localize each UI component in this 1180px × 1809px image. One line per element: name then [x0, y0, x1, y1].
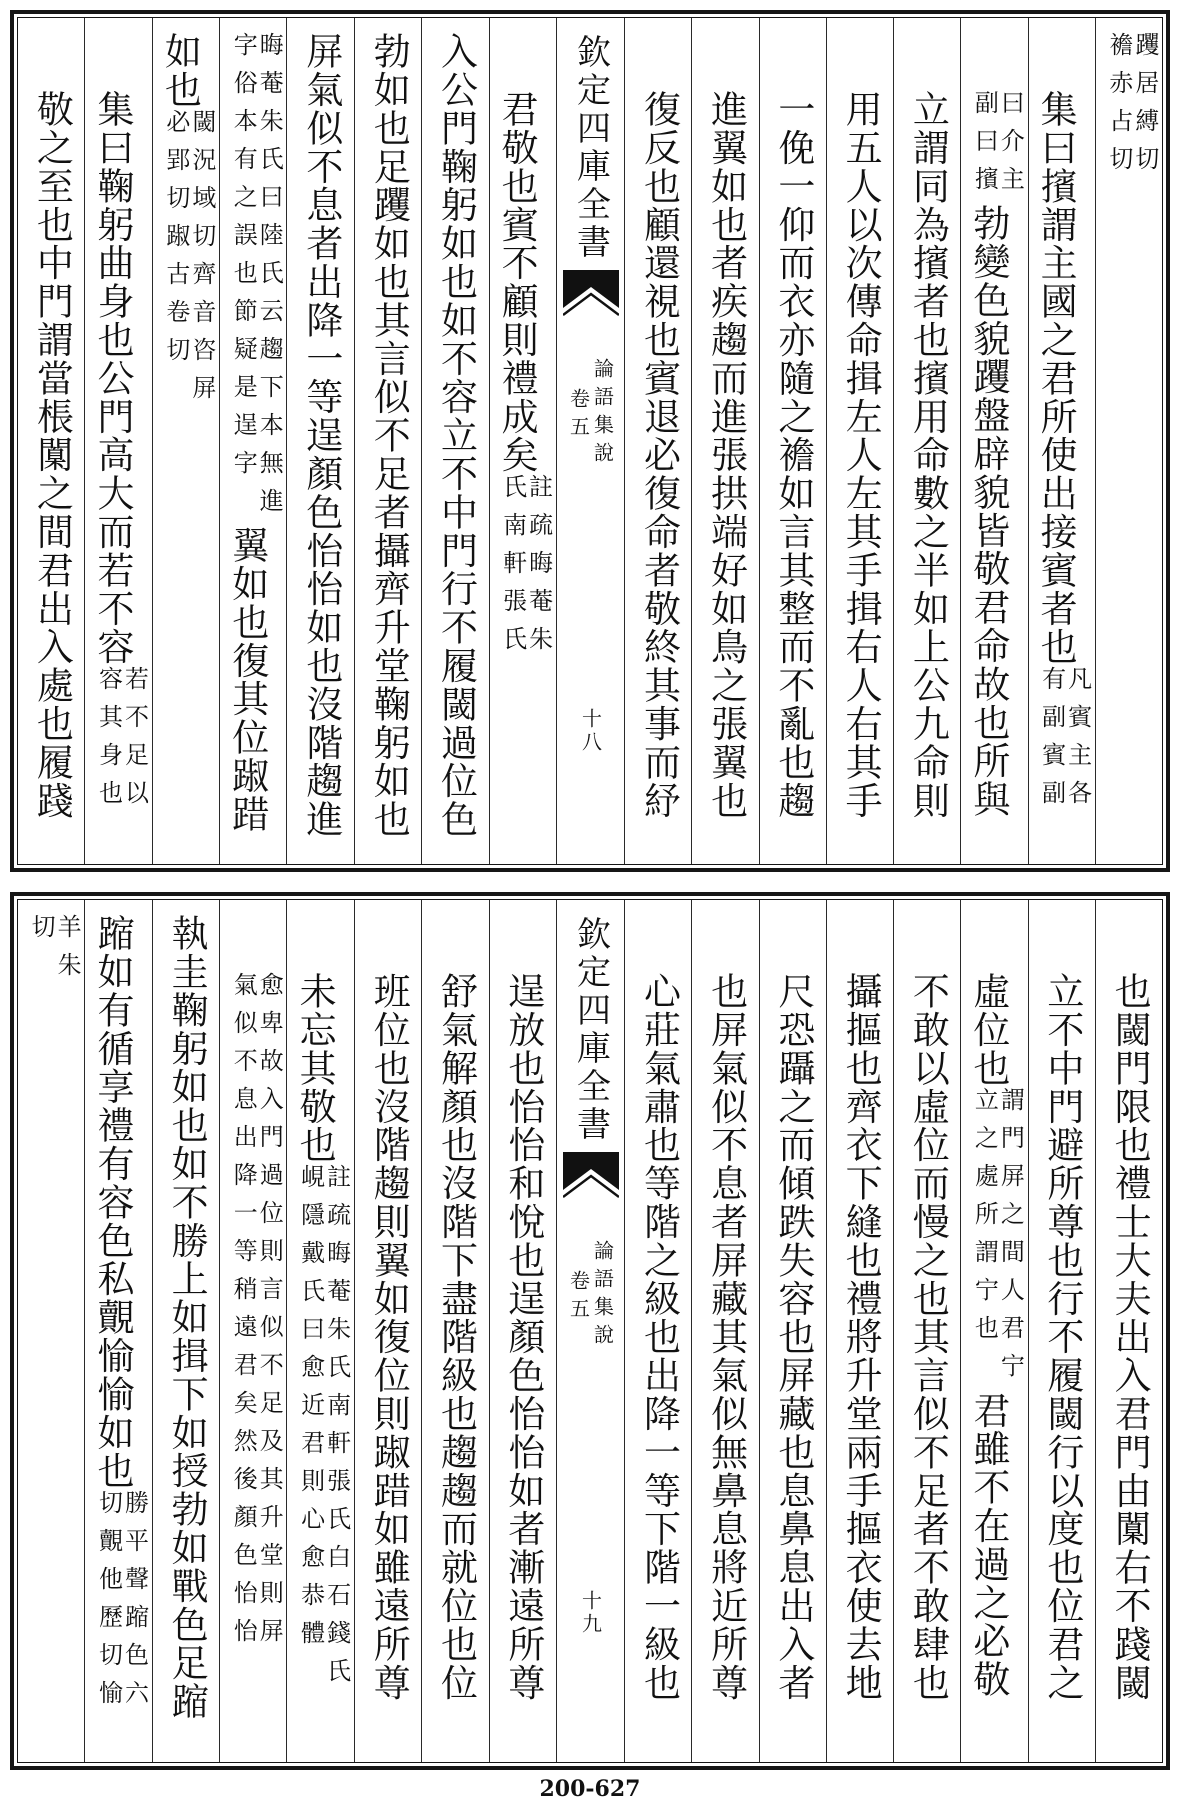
- interlinear-note: [971, 1087, 1023, 1391]
- note-line: 謂門屏之間人君宁: [996, 1087, 1025, 1392]
- text-column: [84, 900, 151, 1762]
- interlinear-note: [163, 109, 215, 413]
- column-text: [298, 32, 342, 838]
- column-text: [22, 914, 80, 990]
- note-line: 氣似不息出降一等稍遠君矣然後顏色怡怡: [229, 972, 258, 1656]
- book-title: 論語集說: [590, 1240, 615, 1352]
- left-half-leaf: [18, 900, 556, 1762]
- main-text: 執圭鞠躬如也如不勝上如揖下如授勃如戰色足蹜: [165, 914, 209, 1721]
- note-line: 曰介主: [996, 90, 1025, 204]
- column-text: [965, 972, 1023, 1698]
- interlinear-note: [96, 1490, 148, 1718]
- column-text: [1033, 90, 1091, 818]
- note-line: 凡賓主各: [1063, 666, 1092, 818]
- text-column: [286, 18, 353, 864]
- column-text: [1039, 972, 1083, 1702]
- column-text: [965, 90, 1023, 818]
- note-line: 容其身也: [94, 666, 123, 818]
- text-column: [354, 18, 421, 864]
- note-line: 峴隱戴氏曰愈近君則心愈恭體: [296, 1164, 325, 1658]
- right-half-leaf: [624, 18, 1162, 864]
- center-title: 欽定四庫全書: [570, 916, 611, 1144]
- text-column: [152, 900, 219, 1762]
- text-column: [960, 18, 1027, 864]
- page-footer-number: 200-627: [539, 1776, 641, 1802]
- main-text: 攝摳也齊衣下縫也禮將升堂兩手摳衣使去地: [839, 972, 883, 1702]
- main-text: 翼如也復其位踧踖: [225, 526, 269, 834]
- note-line: 羊朱: [53, 914, 82, 990]
- fishtail-mark: [563, 1152, 619, 1198]
- column-text: [838, 90, 882, 820]
- text-column: [691, 900, 758, 1762]
- text-column: [759, 18, 826, 864]
- column-text: [224, 32, 282, 833]
- text-column: [960, 900, 1027, 1762]
- column-text: [90, 914, 148, 1718]
- main-text: 集曰擯謂主國之君所使出接賓者也: [1034, 90, 1078, 666]
- volume-label: 卷五: [566, 1270, 591, 1326]
- note-line: 切: [27, 914, 56, 952]
- column-text: [703, 90, 747, 820]
- text-column: [219, 900, 286, 1762]
- note-line: 襜赤占切: [1104, 32, 1133, 184]
- text-column: [152, 18, 219, 864]
- column-text: [90, 90, 148, 818]
- column-text: [224, 972, 282, 1656]
- column-text: [366, 972, 410, 1702]
- column-text: [164, 914, 208, 1720]
- main-text: 屏氣似不息者出降一等逞顏色怡怡如也沒階趨進: [299, 32, 343, 839]
- column-text: [501, 972, 545, 1702]
- note-line: 勝平聲蹜色六: [120, 1490, 149, 1718]
- main-text: 班位也沒階趨則翼如復位則踧踖如雖遠所尊: [367, 972, 411, 1702]
- main-text: 君敬也賓不顧則禮成矣: [495, 90, 539, 474]
- main-text: 心莊氣肅也等階之級也出降一等下階一級也: [637, 972, 681, 1702]
- center-title: 欽定四庫全書: [570, 34, 611, 262]
- interlinear-note: [1106, 32, 1158, 184]
- column-text: [771, 972, 815, 1702]
- column-text: [29, 90, 73, 820]
- main-text: 如也: [158, 32, 202, 109]
- right-half-leaf: [624, 900, 1162, 1762]
- text-column: [893, 18, 960, 864]
- text-column: [286, 900, 353, 1762]
- column-text: [433, 972, 477, 1702]
- panel-frame: [17, 17, 1163, 865]
- note-line: 字俗本有之誤也節疑是逞字: [229, 32, 258, 488]
- panel-frame: [17, 899, 1163, 1763]
- column-text: [292, 972, 350, 1696]
- center-column: [556, 18, 624, 864]
- note-line: 愈卑故入門過位則言似不足及其升堂則屏: [255, 972, 284, 1656]
- page-number: 十八: [578, 708, 603, 754]
- main-text: 未忘其敬也: [293, 972, 337, 1164]
- note-line: 躩居縛切: [1130, 32, 1159, 184]
- column-text: [1100, 32, 1158, 184]
- main-text: 勃如也足躩如也其言似不足者攝齊升堂鞠躬如也: [367, 32, 411, 839]
- main-text: 復反也顧還視也賓退必復命者敬終其事而紓: [637, 90, 681, 820]
- column-text: [636, 90, 680, 820]
- center-column: [556, 900, 624, 1762]
- fishtail-mark: [563, 270, 619, 316]
- main-text: 舒氣解顏也沒階下盡階級也趨趨而就位也位: [434, 972, 478, 1702]
- note-line: 必郢切踧古卷切: [161, 108, 190, 375]
- note-line: 副曰擯: [970, 90, 999, 204]
- text-column: [691, 18, 758, 864]
- column-text: [905, 90, 949, 820]
- column-text: [636, 972, 680, 1702]
- interlinear-note: [1039, 666, 1091, 818]
- note-line: 註疏晦菴朱氏南軒張氏白石錢氏: [322, 1164, 351, 1696]
- column-text: [905, 972, 949, 1702]
- text-column: [624, 900, 691, 1762]
- note-line: 有副賓副: [1037, 666, 1066, 818]
- main-text: 也閾門限也禮士大夫出入君門由闑右不踐閾: [1108, 972, 1152, 1702]
- main-text: 虛位也: [966, 972, 1010, 1088]
- interlinear-note: [96, 666, 148, 818]
- center-meta: [566, 358, 615, 470]
- column-text: [771, 90, 815, 820]
- page-panel: [10, 892, 1170, 1770]
- interlinear-note: [298, 1164, 350, 1696]
- main-text: 敬之至也中門謂當棖闑之間君出入處也履踐: [30, 90, 74, 820]
- center-meta: [566, 1240, 615, 1352]
- text-column: [421, 900, 488, 1762]
- text-column: [1095, 18, 1162, 864]
- main-text: 勃變色貌躩盤辟貌皆敬君命故也所與: [966, 204, 1010, 819]
- text-column: [826, 18, 893, 864]
- main-text: 尺恐躡之而傾跌失容也屏藏也息鼻息出入者: [771, 972, 815, 1702]
- column-text: [1107, 972, 1151, 1702]
- text-column: [1028, 900, 1095, 1762]
- main-text: 入公門鞠躬如也如不容立不中門行不履閾過位色: [434, 32, 478, 839]
- page-number: 十九: [578, 1590, 603, 1636]
- text-column: [18, 18, 84, 864]
- main-text: 立不中門避所尊也行不履閾行以度也位君之: [1040, 972, 1084, 1702]
- interlinear-note: [230, 972, 282, 1656]
- note-line: 氏南軒張氏: [498, 474, 527, 664]
- main-text: 君雖不在過之必敬: [966, 1391, 1010, 1699]
- main-text: 逞放也怡怡和悅也逞顏色怡怡如者漸遠所尊: [501, 972, 545, 1702]
- interlinear-note: [971, 90, 1023, 204]
- page-panel: [10, 10, 1170, 872]
- column-text: [838, 972, 882, 1702]
- text-column: [219, 18, 286, 864]
- text-column: [18, 900, 84, 1762]
- main-text: 用五人以次傳命揖左人左其手揖右人右其手: [839, 90, 883, 820]
- column-text: [366, 32, 410, 838]
- column-text: [494, 90, 552, 664]
- text-column: [624, 18, 691, 864]
- text-column: [759, 900, 826, 1762]
- main-text: 也屏氣似不息者屏藏其氣似無鼻息將近所尊: [704, 972, 748, 1702]
- interlinear-note: [28, 914, 80, 990]
- column-text: [703, 972, 747, 1702]
- note-line: 切覿他歷切愉: [94, 1490, 123, 1718]
- book-title: 論語集說: [590, 358, 615, 470]
- text-column: [893, 900, 960, 1762]
- main-text: 一俛一仰而衣亦隨之襜如言其整而不亂也趨: [771, 90, 815, 820]
- main-text: 集曰鞠躬曲身也公門高大而若不容: [91, 90, 134, 666]
- text-column: [354, 900, 421, 1762]
- text-column: [489, 900, 556, 1762]
- volume-label: 卷五: [566, 388, 591, 444]
- note-line: 立之處所謂宁也: [970, 1087, 999, 1354]
- note-line: 註疏晦菴朱: [524, 474, 553, 664]
- note-line: 晦菴朱氏曰陸氏云趨下本無進: [255, 32, 284, 526]
- main-text: 進翼如也者疾趨而進張拱端好如鳥之張翼也: [704, 90, 748, 820]
- interlinear-note: [500, 474, 552, 664]
- text-column: [826, 900, 893, 1762]
- note-line: 若不足以: [120, 666, 149, 818]
- column-text: [157, 32, 215, 413]
- main-text: 立謂同為擯者也擯用命數之半如上公九命則: [906, 90, 950, 820]
- left-half-leaf: [18, 18, 556, 864]
- text-column: [84, 18, 151, 864]
- text-column: [1028, 18, 1095, 864]
- text-column: [421, 18, 488, 864]
- main-text: 不敢以虛位而慢之也其言似不足者不敢肆也: [906, 972, 950, 1702]
- text-column: [489, 18, 556, 864]
- text-column: [1095, 900, 1162, 1762]
- note-line: 閾況域切齊音咨屏: [187, 108, 216, 413]
- interlinear-note: [230, 32, 282, 526]
- column-text: [433, 32, 477, 838]
- main-text: 蹜如有循享禮有容色私覿愉愉如也: [91, 914, 134, 1490]
